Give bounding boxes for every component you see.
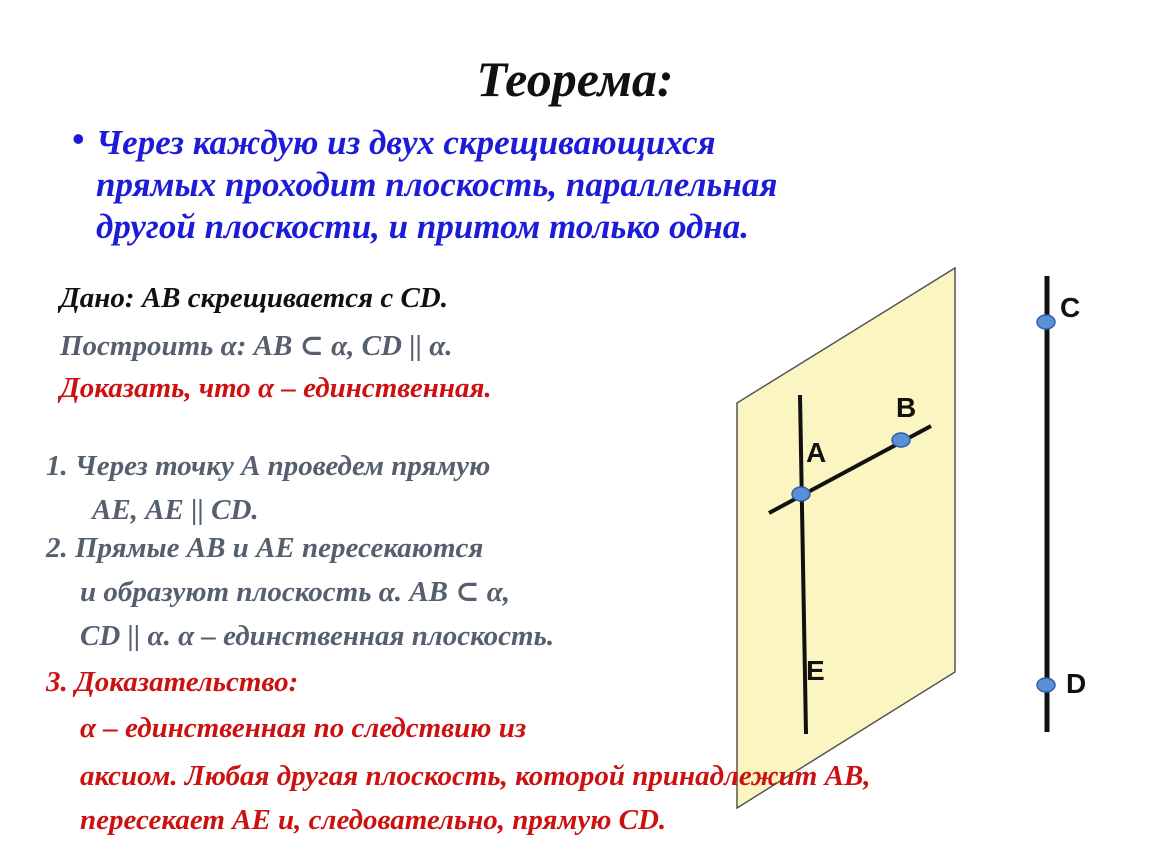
page-title: Теорема: bbox=[476, 51, 674, 107]
theorem-line-1: Через каждую из двух скрещивающихся bbox=[96, 123, 716, 162]
label-d: D bbox=[1066, 668, 1087, 699]
step-3-line-3: аксиом. Любая другая плоскость, которой принадлежит АВ, bbox=[80, 760, 871, 792]
label-b: B bbox=[896, 392, 917, 423]
point-d bbox=[1037, 678, 1055, 692]
step-2-line-2: и образуют плоскость α. AB ⊂ α, bbox=[80, 576, 511, 608]
label-a: A bbox=[806, 437, 827, 468]
step-2-line-1: 2. Прямые АВ и АЕ пересекаются bbox=[46, 532, 484, 564]
label-c: C bbox=[1060, 292, 1081, 323]
given-text: Дано: AB скрещивается с CD. bbox=[60, 282, 449, 314]
theorem-line-2: прямых проходит плоскость, параллельная bbox=[96, 165, 778, 204]
theorem-bullet: • bbox=[72, 118, 85, 159]
construct-text: Построить α: AB ⊂ α, CD || α. bbox=[60, 330, 453, 362]
step-3-line-4: пересекает АЕ и, следовательно, прямую CD. bbox=[80, 804, 667, 836]
label-e: E bbox=[806, 655, 825, 686]
prove-text: Доказать, что α – единственная. bbox=[60, 372, 492, 404]
step-3-line-2: α – единственная по следствию из bbox=[80, 712, 527, 744]
point-b bbox=[892, 433, 910, 447]
theorem-text bbox=[96, 122, 777, 248]
step-1-line-1: 1. Через точку А проведем прямую bbox=[46, 450, 491, 482]
theorem-line-3: другой плоскости, и притом только одна. bbox=[96, 207, 750, 246]
point-a bbox=[792, 487, 810, 501]
step-1-line-2: АЕ, АЕ || CD. bbox=[92, 494, 259, 526]
step-3-line-1: 3. Доказательство: bbox=[46, 666, 299, 698]
point-c bbox=[1037, 315, 1055, 329]
step-2-line-3: CD || α. α – единственная плоскость. bbox=[80, 620, 555, 652]
plane-alpha bbox=[737, 268, 955, 808]
